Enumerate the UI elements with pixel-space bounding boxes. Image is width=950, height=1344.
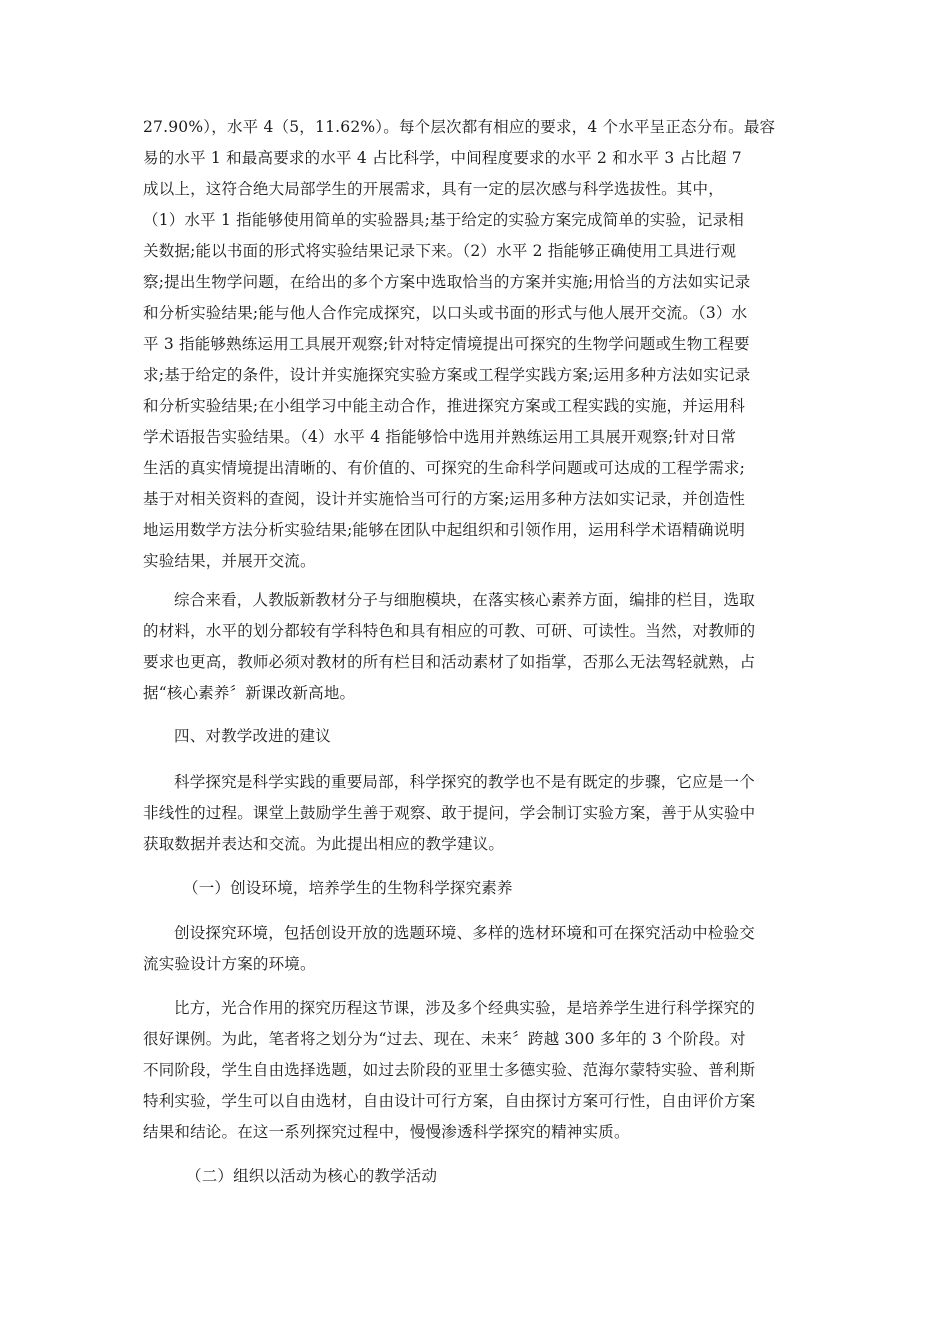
- section-heading: [143, 721, 807, 752]
- text-line: 科学探究是科学实践的重要局部，科学探究的教学也不是有既定的步骤，它应是一个: [174, 773, 755, 791]
- text-line: 创设探究环境，包括创设开放的选题环境、多样的选材环境和可在探究活动中检验交: [174, 924, 755, 942]
- text-line: 地运用数学方法分析实验结果;能够在团队中起组织和引领作用，运用科学术语精确说明: [143, 521, 746, 539]
- text-line: 求;基于给定的条件，设计并实施探究实验方案或工程学实践方案;运用多种方法如实记录: [143, 366, 751, 384]
- paragraph-inquiry-intro: [143, 767, 807, 860]
- heading-text: 四、对教学改进的建议: [174, 727, 332, 745]
- text-line: 据“核心素养〞新课改新高地。: [143, 684, 356, 702]
- text-line: 和分析实验结果;能与他人合作完成探究，以口头或书面的形式与他人展开交流。（3）水: [143, 304, 748, 322]
- text-line: 的材料，水平的划分都较有学科特色和具有相应的可教、可研、可读性。当然，对教师的: [143, 622, 756, 640]
- subheading-text: （二）组织以活动为核心的教学活动: [186, 1167, 438, 1185]
- text-line: 学术语报告实验结果。（4）水平 4 指能够恰中选用并熟练运用工具展开观察;针对日常: [143, 428, 737, 446]
- subheading-two: [143, 1161, 807, 1192]
- text-line: 关数据;能以书面的形式将实验结果记录下来。（2）水平 2 指能够正确使用工具进行观: [143, 242, 737, 260]
- text-line: 不同阶段，学生自由选择选题，如过去阶段的亚里士多德实验、范海尔蒙特实验、普利斯: [143, 1061, 756, 1079]
- text-line: 和分析实验结果;在小组学习中能主动合作，推进探究方案或工程实践的实施，并运用科: [143, 397, 746, 415]
- paragraph-summary: [143, 585, 807, 709]
- text-line: 实验结果，并展开交流。: [143, 552, 316, 570]
- paragraph-environment: [143, 918, 807, 980]
- subheading-one: [143, 873, 807, 904]
- text-line: 很好课例。为此，笔者将之划分为“过去、现在、未来〞跨越 300 多年的 3 个阶段。对: [143, 1030, 746, 1048]
- text-line: 流实验设计方案的环境。: [143, 955, 316, 973]
- text-line: 生活的真实情境提出清晰的、有价值的、可探究的生命科学问题或可达成的工程学需求;: [143, 459, 746, 477]
- text-line: （1）水平 1 指能够使用简单的实验器具;基于给定的实验方案完成简单的实验，记录相: [143, 211, 745, 229]
- text-line: 非线性的过程。课堂上鼓励学生善于观察、敢于提问，学会制订实验方案，善于从实验中: [143, 804, 756, 822]
- text-line: 平 3 指能够熟练运用工具展开观察;针对特定情境提出可探究的生物学问题或生物工程要: [143, 335, 750, 353]
- subheading-text: （一）创设环境，培养学生的生物科学探究素养: [183, 879, 513, 897]
- text-line: 基于对相关资料的查阅，设计并实施恰当可行的方案;运用多种方法如实记录，并创造性: [143, 490, 746, 508]
- text-line: 27.90%），水平 4（5，11.62%）。每个层次都有相应的要求，4 个水平呈正态分布。最容: [143, 118, 776, 136]
- text-line: 综合来看，人教版新教材分子与细胞模块，在落实核心素养方面，编排的栏目，选取: [174, 591, 755, 609]
- text-line: 察;提出生物学问题，在给出的多个方案中选取恰当的方案并实施;用恰当的方法如实记录: [143, 273, 751, 291]
- text-line: 获取数据并表达和交流。为此提出相应的教学建议。: [143, 835, 505, 853]
- text-line: 结果和结论。在这一系列探究过程中，慢慢渗透科学探究的精神实质。: [143, 1123, 630, 1141]
- text-line: 比方，光合作用的探究历程这节课，涉及多个经典实验，是培养学生进行科学探究的: [174, 999, 755, 1017]
- text-line: 特利实验，学生可以自由选材，自由设计可行方案，自由探讨方案可行性，自由评价方案: [143, 1092, 756, 1110]
- text-line: 要求也更高，教师必须对教材的所有栏目和活动素材了如指掌，否那么无法驾轻就熟，占: [143, 653, 756, 671]
- paragraph-example: [143, 993, 807, 1148]
- text-line: 成以上，这符合绝大局部学生的开展需求，具有一定的层次感与科学选拔性。其中，: [143, 180, 724, 198]
- paragraph-levels-summary: [143, 112, 807, 577]
- text-line: 易的水平 1 和最高要求的水平 4 占比科学，中间程度要求的水平 2 和水平 3 占比超 7: [143, 149, 742, 167]
